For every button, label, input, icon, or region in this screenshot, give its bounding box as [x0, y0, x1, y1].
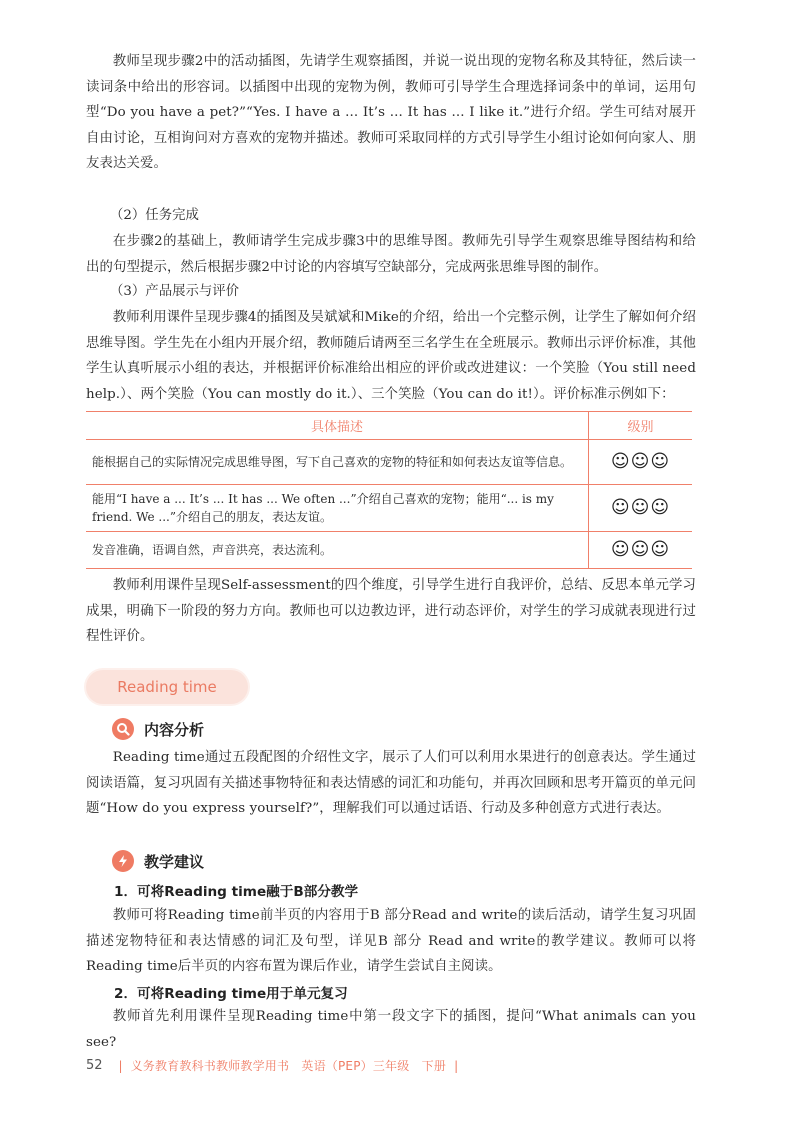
table-header-level: 级别 [589, 412, 693, 440]
advice-item-1-title: 1．可将Reading time融于B部分教学 [114, 884, 359, 900]
lightning-icon [112, 850, 134, 872]
search-icon [112, 718, 134, 740]
footer-book-title: 义务教育教科书教师教学用书 英语（PEP）三年级 下册 [130, 1059, 447, 1073]
advice-item-2-title: 2．可将Reading time用于单元复习 [114, 986, 348, 1002]
advice-item-1-text: 教师可将Reading time前半页的内容用于B 部分Read and write的读后活动，请学生复习巩固描述宠物特征和表达情感的词汇及句型，详见B 部分 Read and write的教学建议。教师可以将Reading time后半页的内容布置为课后作业，请学生尝试自主阅读。 [86, 908, 696, 974]
page-number: 52 [86, 1058, 103, 1073]
page-footer [86, 1057, 466, 1074]
advice-item-2-text: 教师首先利用课件呈现Reading time中第一段文字下的插图，提问“What animals can you see? [86, 1009, 696, 1050]
paragraph-content-analysis: Reading time通过五段配图的介绍性文字，展示了人们可以利用水果进行的创意表达。学生通过阅读语篇，复习巩固有关描述事物特征和表达情感的词汇和功能句，并再次回顾和思考开篇页的单元问题“How do you express yourself?”，理解我们可以通过话语、行动及多种创意方式进行表达。 [86, 750, 696, 816]
paragraph-product-display: 教师利用课件呈现步骤4的插图及吴斌斌和Mike的介绍，给出一个完整示例，让学生了解如何介绍思维导图。学生先在小组内开展介绍，教师随后请两至三名学生在全班展示。教师出示评价标准，其他学生认真听展示小组的表达，并根据评价标准给出相应的评价或改进建议：一个笑脸（You still need help.）、两个笑脸（You can mostly do it.）、三个笑脸（You can do it!）。评价标准示例如下： [86, 310, 696, 402]
paragraph-self-assessment: 教师利用课件呈现Self-assessment的四个维度，引导学生进行自我评价，总结、反思本单元学习成果，明确下一阶段的努力方向。教师也可以边教边评，进行动态评价，对学生的学习成就表现进行过程性评价。 [86, 578, 696, 644]
footer-divider: | [454, 1058, 459, 1073]
table-header-description: 具体描述 [86, 412, 589, 440]
paragraph-task-completion: 在步骤2的基础上，教师请学生完成步骤3中的思维导图。教师先引导学生观察思维导图结构和给出的句型提示，然后根据步骤2中讨论的内容填写空缺部分，完成两张思维导图的制作。 [86, 234, 696, 275]
table-row [86, 440, 692, 485]
smiley-rating: ☺☺☺ [589, 485, 693, 532]
table-cell-description: 能根据自己的实际情况完成思维导图，写下自己喜欢的宠物的特征和如何表达友谊等信息。 [86, 440, 589, 485]
table-cell-description: 能用“I have a ... It’s ... It has ... We often ...”介绍自己喜欢的宠物；能用“... is my friend. We ...”介绍自己的朋友，表达友谊。 [86, 485, 589, 532]
smiley-rating: ☺☺☺ [589, 532, 693, 569]
table-row [86, 532, 692, 569]
content-analysis-heading [112, 718, 204, 740]
evaluation-table [86, 411, 692, 569]
table-cell-description: 发音准确，语调自然，声音洪亮，表达流利。 [86, 532, 589, 569]
table-row [86, 485, 692, 532]
content-analysis-title: 内容分析 [144, 720, 205, 739]
teaching-advice-title: 教学建议 [144, 852, 205, 871]
teaching-advice-heading [112, 850, 204, 872]
subheading-product-display: （3）产品展示与评价 [110, 284, 240, 299]
section-pill-reading-time: Reading time [86, 670, 248, 704]
footer-divider: | [118, 1058, 123, 1073]
paragraph-activity-intro: 教师呈现步骤2中的活动插图，先请学生观察插图，并说一说出现的宠物名称及其特征，然后读一读词条中给出的形容词。以插图中出现的宠物为例，教师可引导学生合理选择词条中的单词，运用句型“Do you have a pet?”“Yes. I have a ... It’s ... It has ... I like it.”进行介绍。学生可结对展开自由讨论，互相询问对方喜欢的宠物并描述。教师可采取同样的方式引导学生小组讨论如何向家人、朋友表达关爱。 [86, 54, 696, 171]
subheading-task-completion: （2）任务完成 [110, 208, 199, 223]
smiley-rating: ☺☺☺ [589, 440, 693, 485]
